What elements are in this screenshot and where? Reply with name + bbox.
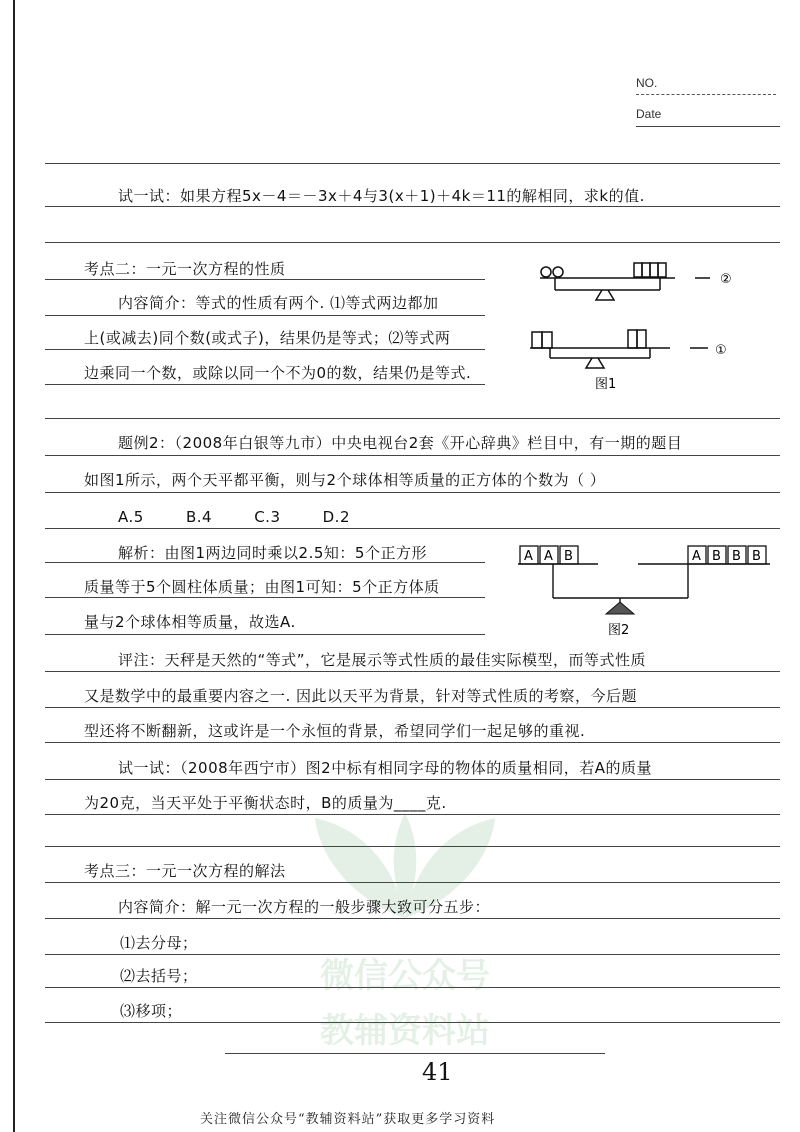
ruled-line bbox=[45, 597, 485, 598]
no-rule bbox=[636, 94, 776, 95]
date-label: Date bbox=[636, 107, 662, 121]
no-label: NO. bbox=[636, 76, 658, 90]
kp2-intro-line2: 上(或减去)同个数(或式子)，结果仍是等式；⑵等式两 bbox=[84, 329, 451, 347]
balance-1-mark: ① bbox=[715, 343, 727, 358]
weight-box-label: B bbox=[752, 549, 761, 564]
footer-note: 关注微信公众号“教辅资料站”获取更多学习资料 bbox=[200, 1112, 496, 1127]
ruled-line bbox=[45, 528, 780, 529]
balance-2-icon bbox=[540, 263, 710, 300]
step-2: ⑵去括号； bbox=[120, 967, 198, 985]
ruled-line bbox=[45, 846, 780, 847]
ruled-line bbox=[225, 1053, 605, 1054]
weight-box-label: B bbox=[564, 549, 573, 564]
ruled-line bbox=[45, 455, 780, 456]
watermark-line2: 教辅资料站 bbox=[320, 1011, 490, 1051]
ruled-line bbox=[45, 779, 780, 780]
ruled-line bbox=[45, 671, 780, 672]
fulcrum-icon bbox=[606, 602, 634, 614]
ruled-line bbox=[45, 492, 780, 493]
kp2-intro-line1: 内容简介：等式的性质有两个. ⑴等式两边都加 bbox=[118, 294, 439, 312]
watermark-line1: 微信公众号 bbox=[320, 956, 490, 996]
figure2-caption: 图2 bbox=[608, 623, 630, 638]
figure2-beam bbox=[518, 564, 770, 604]
weight-box-label: B bbox=[732, 549, 741, 564]
ruled-line bbox=[45, 707, 780, 708]
step-1: ⑴去分母； bbox=[120, 934, 198, 952]
balance-2-mark: ② bbox=[720, 272, 732, 287]
key-point-2-title: 考点二：一元一次方程的性质 bbox=[84, 260, 286, 278]
ruled-line bbox=[45, 349, 485, 350]
figure1-balances bbox=[510, 258, 760, 398]
try-it-2-line1: 试一试：（2008年西宁市）图2中标有相同字母的物体的质量相同，若A的质量 bbox=[118, 759, 652, 777]
try-it-1: 试一试：如果方程5x－4＝－3x＋4与3(x＋1)＋4k＝11的解相同，求k的值. bbox=[118, 187, 645, 205]
ruled-line bbox=[45, 634, 485, 635]
key-point-3-title: 考点三：一元一次方程的解法 bbox=[84, 862, 286, 880]
balance-1-icon bbox=[530, 330, 708, 368]
kp3-intro-line1: 内容简介：解一元一次方程的一般步骤大致可分五步： bbox=[118, 898, 491, 916]
ruled-line bbox=[45, 315, 485, 316]
comment-line3: 型还将不断翻新，这或许是一个永恒的背景，希望同学们一起足够的重视. bbox=[84, 722, 586, 740]
ruled-line bbox=[45, 163, 780, 164]
ruled-line bbox=[45, 206, 780, 207]
try-it-2-line2: 为20克，当天平处于平衡状态时，B的质量为____克. bbox=[84, 794, 447, 812]
comment-line1: 评注：天秤是天然的“等式”，它是展示等式性质的最佳实际模型，而等式性质 bbox=[118, 651, 647, 669]
ruled-line bbox=[45, 882, 780, 883]
ruled-line bbox=[45, 1022, 780, 1023]
figure2-balance bbox=[508, 538, 798, 638]
solution-line1: 解析：由图1两边同时乘以2.5知：5个正方形 bbox=[118, 544, 427, 562]
ruled-line bbox=[45, 954, 780, 955]
ruled-line bbox=[45, 242, 780, 243]
ruled-line bbox=[45, 987, 780, 988]
figure2-right-pan bbox=[688, 546, 766, 564]
example2-line1: 题例2：（2008年白银等九市）中央电视台2套《开心辞典》栏目中，有一期的题目 bbox=[118, 434, 683, 452]
solution-line3: 量与2个球体相等质量，故选A. bbox=[84, 613, 296, 631]
solution-line2: 质量等于5个圆柱体质量；由图1可知：5个正方体质 bbox=[84, 578, 440, 596]
comment-line2: 又是数学中的最重要内容之一. 因此以天平为背景，针对等式性质的考察，今后题 bbox=[84, 687, 638, 705]
margin-line bbox=[13, 0, 15, 1132]
weight-box-label: B bbox=[712, 549, 721, 564]
weight-box-label: A bbox=[524, 549, 533, 564]
ruled-line bbox=[45, 742, 780, 743]
weight-box-label: A bbox=[692, 549, 701, 564]
date-rule bbox=[636, 126, 780, 127]
kp2-intro-line3: 边乘同一个数，或除以同一个不为0的数，结果仍是等式. bbox=[84, 364, 472, 382]
ruled-line bbox=[45, 814, 780, 815]
ruled-line bbox=[45, 279, 485, 280]
example2-line2: 如图1所示，两个天平都平衡，则与2个球体相等质量的正方体的个数为（ ） bbox=[84, 471, 606, 489]
ruled-line bbox=[45, 384, 485, 385]
page-number: 41 bbox=[422, 1058, 453, 1086]
example2-options: A.5 B.4 C.3 D.2 bbox=[118, 508, 350, 526]
ruled-line bbox=[45, 418, 780, 419]
figure2-left-pan bbox=[520, 546, 578, 564]
ruled-line bbox=[45, 918, 780, 919]
step-3: ⑶移项； bbox=[120, 1002, 183, 1020]
weight-box-label: A bbox=[544, 549, 553, 564]
figure1-caption: 图1 bbox=[595, 377, 617, 392]
watermark bbox=[290, 808, 520, 1068]
